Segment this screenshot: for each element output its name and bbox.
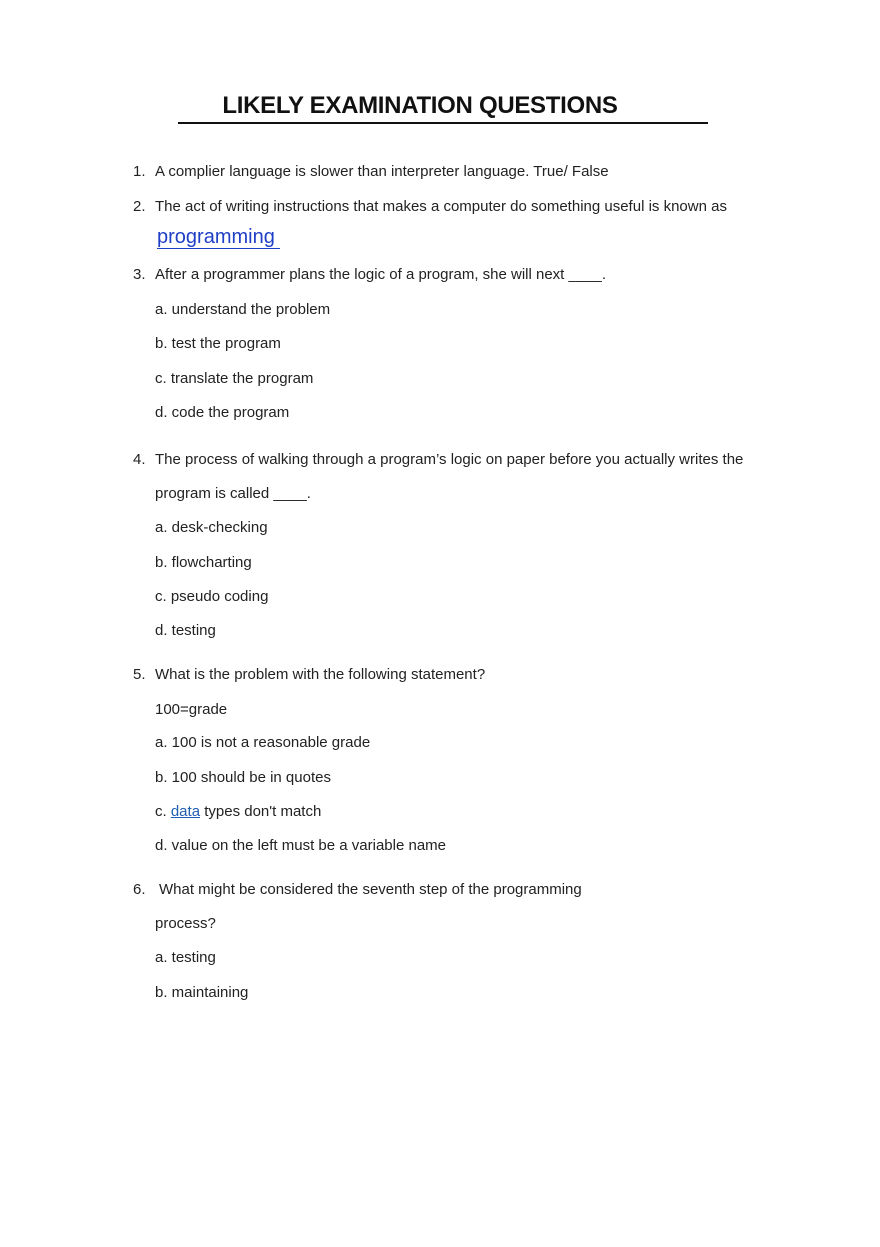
question-5-option-c-prefix: c. [155,803,171,820]
question-2-number: 2. [133,198,146,215]
question-1-text: A complier language is slower than interpreter language. True/ False [155,163,609,180]
question-6-text-line-2: process? [155,915,216,932]
question-4-option-c: c. pseudo coding [155,588,269,605]
question-5-option-c-suffix: types don't match [200,803,322,820]
page-title: LIKELY EXAMINATION QUESTIONS [222,92,618,119]
question-3-option-c: c. translate the program [155,370,314,387]
question-2-handwritten-answer: programming [157,226,280,249]
title-underline [178,90,708,124]
question-5-option-a: a. 100 is not a reasonable grade [155,734,371,751]
data-link[interactable]: data [170,803,201,820]
question-6-number: 6. [133,881,146,898]
question-4-option-d: d. testing [155,622,216,639]
question-3-option-b: b. test the program [155,335,281,352]
question-1-number: 1. [133,163,146,180]
question-5-option-b: b. 100 should be in quotes [155,769,331,786]
question-5-text: What is the problem with the following statement? [155,666,486,683]
question-3-option-d: d. code the program [155,404,290,421]
question-3-text: After a programmer plans the logic of a program, she will next ____. [155,266,607,283]
question-2-text: The act of writing instructions that makes a computer do something useful is known as [155,198,727,215]
question-5-statement: 100=grade [155,701,228,718]
question-4-option-a: a. desk-checking [155,519,268,536]
question-3-option-a: a. understand the problem [155,301,331,318]
question-5-number: 5. [133,666,146,683]
question-6-text-line-1: What might be considered the seventh step of the programming [159,881,582,898]
question-4-text-line-2: program is called ____. [155,485,311,502]
question-6-option-a: a. testing [155,949,216,966]
question-6-option-b: b. maintaining [155,984,249,1001]
question-4-text-line-1: The process of walking through a program’s logic on paper before you actually writes the [155,451,744,468]
question-5-option-d: d. value on the left must be a variable name [155,837,447,854]
question-4-option-b: b. flowcharting [155,554,252,571]
question-4-number: 4. [133,451,146,468]
question-3-number: 3. [133,266,146,283]
question-5-option-c [155,802,321,822]
